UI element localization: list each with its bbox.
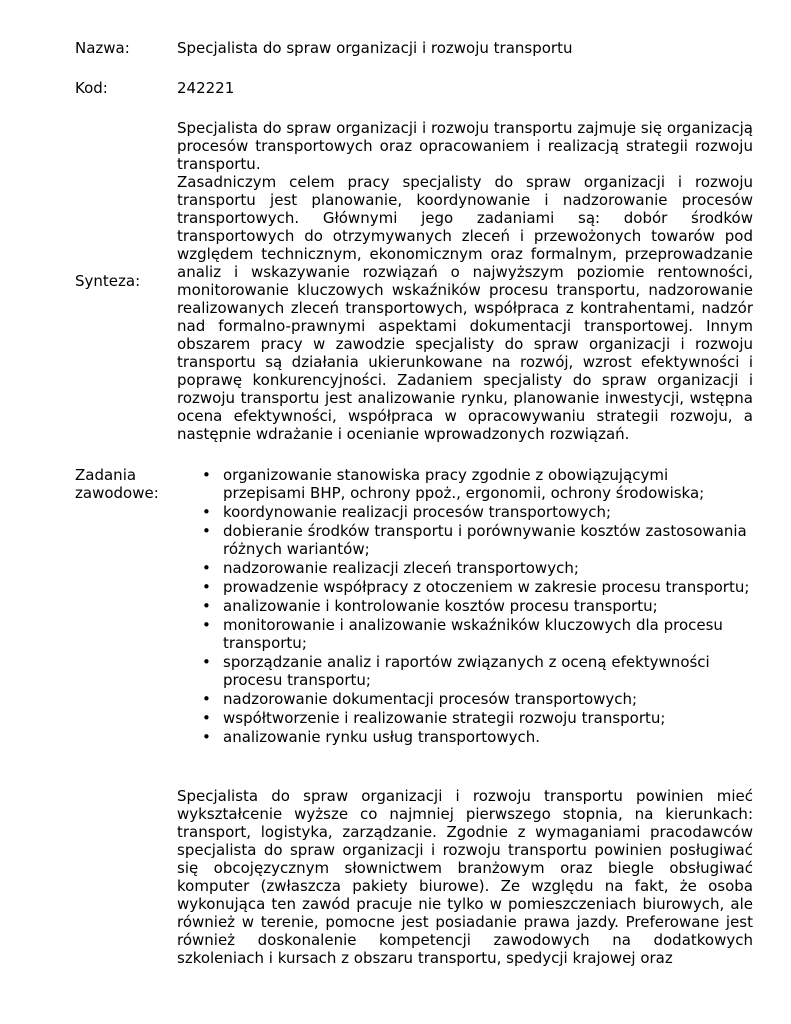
- task-item: • analizowanie rynku usług transportowych.: [177, 728, 753, 746]
- zadania-label: [75, 466, 159, 502]
- nazwa-value: Specjalista do spraw organizacji i rozwoju transportu: [177, 39, 573, 57]
- task-item: • koordynowanie realizacji procesów transportowych;: [177, 503, 753, 521]
- synteza-label: Synteza:: [75, 272, 141, 290]
- task-item: • współtworzenie i realizowanie strategii rozwoju transportu;: [177, 709, 753, 727]
- synteza-paragraph: Zasadniczym celem pracy specjalisty do spraw organizacji i rozwoju transportu jest planowanie, koordynowanie i nadzorowanie procesów transportowych. Głównymi jego zadaniami są: dobór środków transportowych do otrzymywanych zleceń i przewożonych towarów pod względem technicznym, ekonomicznym oraz formalnym, przeprowadzanie analiz i wskazywanie rozwiązań o najwyższym poziomie rentowności, monitorowanie kluczowych wskaźników procesu transportu, nadzorowanie realizowanych zleceń transportowych, współpraca z kontrahentami, nadzór nad formalno-prawnymi aspektami dokumentacji transportowej. Innym obszarem pracy w zawodzie specjalisty do spraw organizacji i rozwoju transportu są działania ukierunkowane na rozwój, wzrost efektywności i poprawę konkurencyjności. Zadaniem specjalisty do spraw organizacji i rozwoju transportu jest analizowanie rynku, planowanie inwestycji, wstępna ocena efektywności, współpraca w opracowywaniu strategii rozwoju, a następnie wdrażanie i ocenianie wprowadzonych rozwiązań.: [177, 173, 753, 443]
- nazwa-label: Nazwa:: [75, 39, 130, 57]
- wyksztalcenie-text: [177, 787, 753, 967]
- task-list: [177, 466, 753, 747]
- zadania-label-line1: Zadania: [75, 466, 137, 484]
- task-item: • dobieranie środków transportu i porównywanie kosztów zastosowania różnych wariantów;: [177, 522, 753, 558]
- task-item: • monitorowanie i analizowanie wskaźników kluczowych dla procesu transportu;: [177, 616, 753, 652]
- task-item: • nadzorowanie realizacji zleceń transportowych;: [177, 559, 753, 577]
- task-item: • analizowanie i kontrolowanie kosztów procesu transportu;: [177, 597, 753, 615]
- synteza-text: [177, 119, 753, 443]
- kod-label: Kod:: [75, 79, 108, 97]
- wyksztalcenie-paragraph: Specjalista do spraw organizacji i rozwoju transportu powinien mieć wykształcenie wyższe co najmniej pierwszego stopnia, na kierunkach: transport, logistyka, zarządzanie. Zgodnie z wymaganiami pracodawców specjalista do spraw organizacji i rozwoju transportu powinien posługiwać się obcojęzycznym słownictwem branżowym oraz biegle obsługiwać komputer (zwłaszcza pakiety biurowe). Ze względu na fakt, że osoba wykonująca ten zawód pracuje nie tylko w pomieszczeniach biurowych, ale również w terenie, pomocne jest posiadanie prawa jazdy. Preferowane jest również doskonalenie kompetencji zawodowych na dodatkowych szkoleniach i kursach z obszaru transportu, spedycji krajowej oraz: [177, 787, 753, 967]
- task-item: • sporządzanie analiz i raportów związanych z oceną efektywności procesu transportu;: [177, 653, 753, 689]
- synteza-paragraph: Specjalista do spraw organizacji i rozwoju transportu zajmuje się organizacją procesów transportowych oraz opracowaniem i realizacją strategii rozwoju transportu.: [177, 119, 753, 173]
- task-item: • organizowanie stanowiska pracy zgodnie z obowiązującymi przepisami BHP, ochrony ppoż., ergonomii, ochrony środowiska;: [177, 466, 753, 502]
- zadania-label-line2: zawodowe:: [75, 484, 159, 502]
- task-item: • nadzorowanie dokumentacji procesów transportowych;: [177, 690, 753, 708]
- kod-value: 242221: [177, 79, 235, 97]
- task-item: • prowadzenie współpracy z otoczeniem w zakresie procesu transportu;: [177, 578, 753, 596]
